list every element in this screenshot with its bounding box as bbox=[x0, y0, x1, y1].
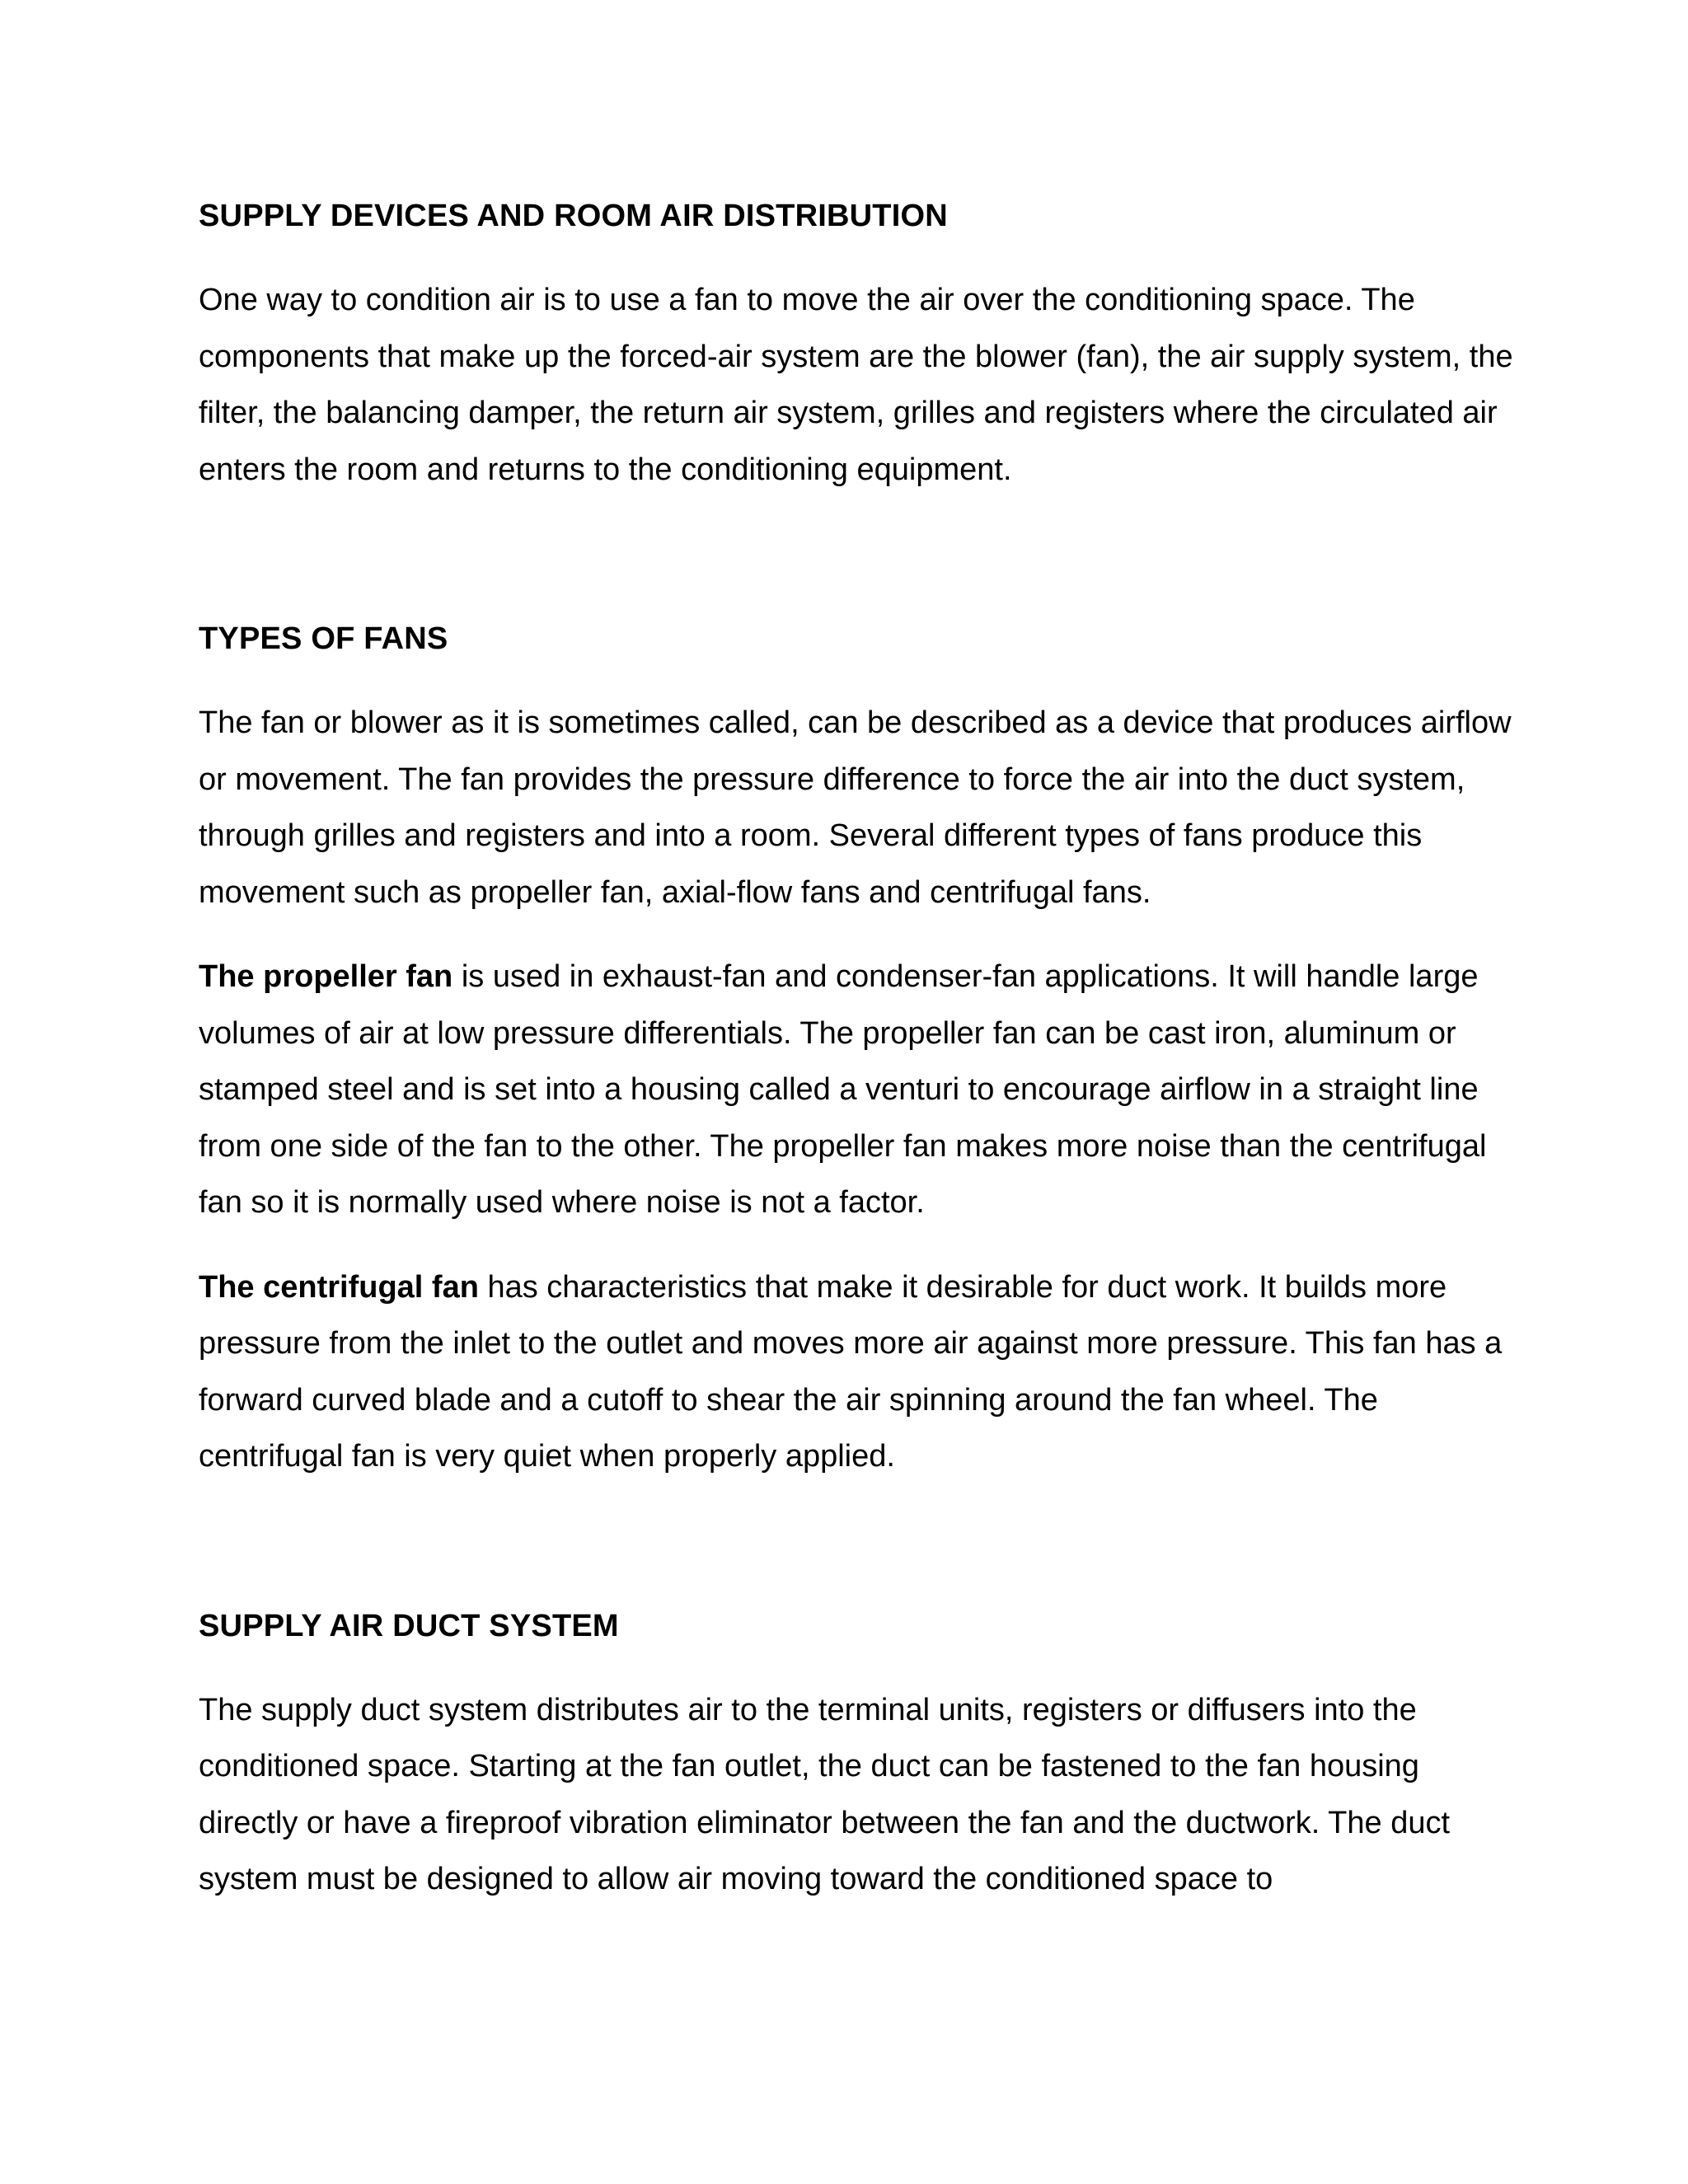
paragraph-propeller-fan: The propeller fan is used in exhaust-fan and condenser-fan applications. It will handle large volumes of air at low pressure differentials. The propeller fan can be cast iron, aluminum or stamped steel and is set into a housing called a venturi to encourage airflow in a straight line from one side of the fan to the other. The propeller fan makes more noise than the centrifugal fan so it is normally used where noise is not a factor. bbox=[199, 959, 1487, 1220]
propeller-fan-term: The propeller fan bbox=[199, 959, 453, 994]
centrifugal-fan-term: The centrifugal fan bbox=[199, 1269, 479, 1305]
section-heading-supply-devices: SUPPLY DEVICES AND ROOM AIR DISTRIBUTION bbox=[199, 199, 948, 233]
section-heading-types-of-fans: TYPES OF FANS bbox=[199, 621, 448, 656]
paragraph-forced-air-components: One way to condition air is to use a fan to move the air over the conditioning space. The components that make up the forced-air system are the blower (fan), the air supply system, the filter, the balancing damper, the return air system, grilles and registers where the circulated air enters the room and returns to the conditioning equipment. bbox=[199, 283, 1513, 487]
section-heading-supply-air-duct: SUPPLY AIR DUCT SYSTEM bbox=[199, 1608, 619, 1643]
paragraph-centrifugal-fan: The centrifugal fan has characteristics that make it desirable for duct work. It builds more pressure from the inlet to the outlet and moves more air against more pressure. This fan has a forward curved blade and a cutoff to shear the air spinning around the fan wheel. The centrifugal fan is very quiet when properly applied. bbox=[199, 1269, 1503, 1474]
paragraph-supply-duct-system: The supply duct system distributes air to the terminal units, registers or diffusers into the conditioned space. Starting at the fan outlet, the duct can be fastened to the fan housing directly or have a fireproof vibration eliminator between the fan and the ductwork. The duct system must be designed to allow air moving toward the conditioned space to bbox=[199, 1692, 1451, 1896]
paragraph-fan-description: The fan or blower as it is sometimes called, can be described as a device that produces airflow or movement. The fan provides the pressure difference to force the air into the duct system, through grilles and registers and into a room. Several different types of fans produce this movement such as propeller fan, axial-flow fans and centrifugal fans. bbox=[199, 705, 1512, 910]
document-body bbox=[199, 188, 1517, 1908]
